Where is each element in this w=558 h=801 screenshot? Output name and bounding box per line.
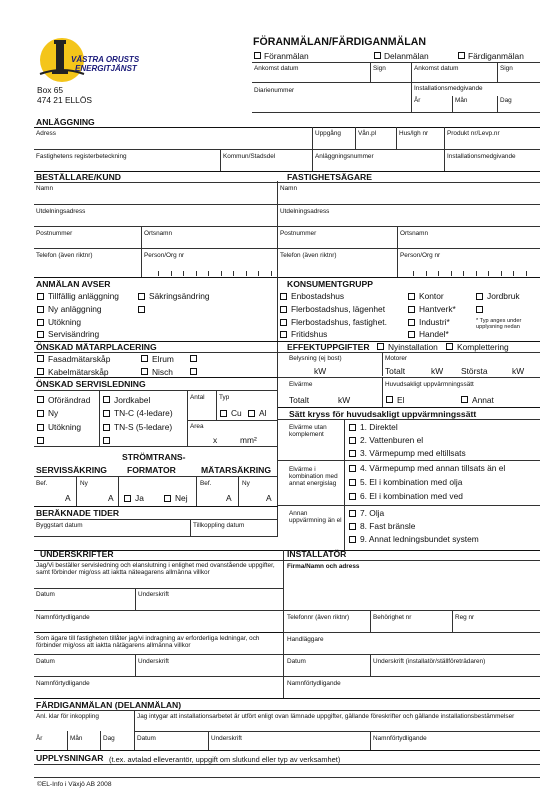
typ-label: Typ	[219, 394, 230, 401]
kund-personnr-tick	[246, 271, 247, 276]
hantverk-label: Hantverk*	[419, 304, 456, 314]
foranmalan-checkbox[interactable]	[254, 52, 261, 59]
anlaggningsnummer-field[interactable]: Anläggningsnummer	[315, 153, 374, 160]
uppv-option-6-label: 6. El i kombination med ved	[360, 491, 463, 501]
matarplacering-extra-2-checkbox[interactable]	[190, 368, 197, 375]
uppv-option-5-label: 5. El i kombination med olja	[360, 477, 463, 487]
komplettering-label: Komplettering	[457, 342, 509, 352]
industri-checkbox[interactable]	[408, 319, 415, 326]
elvarme-totalt-label: Totalt	[289, 395, 310, 405]
belysning-field[interactable]: Belysning (ej bost)	[289, 355, 342, 362]
servissakring-heading: SERVISSÄKRING	[36, 465, 107, 475]
belysning-kw-unit: kW	[314, 366, 327, 376]
agare-personnr-tick	[476, 271, 477, 276]
kabelmatarskap-label: Kabelmätarskåp	[48, 367, 109, 377]
stromtrans-heading-2: FORMATOR	[127, 465, 176, 475]
upplysningar-heading: UPPLYSNINGAR	[36, 753, 104, 763]
agare-telefon-field[interactable]: Telefon (även riktnr)	[280, 252, 337, 259]
fritidshus-label: Fritidshus	[291, 329, 328, 339]
utokning-label: Utökning	[48, 317, 82, 327]
nyinstallation-checkbox[interactable]	[377, 343, 384, 350]
husnr-field[interactable]: Hus/lgh nr	[399, 130, 429, 137]
motorer-label: Motorer	[385, 355, 408, 362]
dag-field[interactable]: Dag	[500, 97, 512, 104]
kund-personnr-tick	[158, 271, 159, 276]
uppv-group-3-label: Annan uppvärmning än el	[289, 510, 342, 524]
ankomst-datum-field-2[interactable]: Ankomst datum	[414, 65, 459, 72]
jordkabel-label: Jordkabel	[114, 395, 151, 405]
konsument-extra-checkbox[interactable]	[476, 306, 483, 313]
kund-personnr-tick	[233, 271, 234, 276]
kund-personnr-tick	[171, 271, 172, 276]
elrum-label: Elrum	[152, 354, 174, 364]
address-line2: 474 21 ELLÖS	[37, 95, 92, 105]
flerbostad-lgh-label: Flerbostadshus, lägenhet	[291, 304, 386, 314]
installator-namnfort-field[interactable]: Namnförtydligande	[287, 680, 341, 687]
matar-bef-a-unit: A	[226, 493, 232, 503]
behorighet-field[interactable]: Behörighet nr	[373, 614, 412, 621]
agare-personnr-tick	[426, 271, 427, 276]
handel-checkbox[interactable]	[408, 331, 415, 338]
fardiganmalan-label: Färdiganmälan	[468, 51, 524, 61]
uppvarmning-heading: Sätt kryss för huvudsakligt uppvärmningssätt	[289, 409, 477, 419]
uppv-option-4-checkbox[interactable]	[349, 465, 356, 472]
kund-personnr-tick	[196, 271, 197, 276]
address-line1: Box 65	[37, 85, 64, 95]
logo-text-line1: VÄSTRA ORUSTS	[71, 55, 140, 64]
delanmalan-checkbox[interactable]	[374, 52, 381, 59]
upplysningar-hint: (t.ex. avtalad elleverantör, uppgift om slutkund eller typ av verksamhet)	[109, 755, 341, 764]
uppv-option-7-label: 7. Olja	[360, 508, 385, 518]
fastighetsagare-heading: FASTIGHETSÄGARE	[287, 172, 372, 182]
fardiganmalan-checkbox[interactable]	[458, 52, 465, 59]
uppv-option-8-label: 8. Fast bränsle	[360, 521, 416, 531]
agare-utdelningsadress-field[interactable]: Utdelningsadress	[280, 208, 330, 215]
matarsakring-heading: MÄTARSÄKRING	[201, 465, 272, 475]
servis-ny-label: Ny	[80, 480, 88, 487]
uppv-option-3-checkbox[interactable]	[349, 450, 356, 457]
fardig-dag-field[interactable]: Dag	[103, 735, 115, 742]
uppgang-field[interactable]: Uppgång	[315, 130, 341, 137]
anl-klar-label: Anl. klar för inkoppling	[36, 713, 99, 720]
uppv-option-5-checkbox[interactable]	[349, 479, 356, 486]
adress-field[interactable]: Adress	[36, 130, 56, 137]
anlaggning-heading: ANLÄGGNING	[36, 117, 95, 127]
anmalan-extra-checkbox[interactable]	[138, 306, 145, 313]
al-label: Al	[259, 408, 267, 418]
sign1-namnfort-field[interactable]: Namnförtydligande	[36, 614, 90, 621]
uppv-option-3-label: 3. Värmepump med eltillsats	[360, 448, 466, 458]
kund-personnr-tick	[271, 271, 272, 276]
fardig-intygar-text: Jag intygar att installationsarbetet är utfört enligt ovan lämnade uppgifter, gällande föreskrifter och gällande installationsbestämmelser	[137, 713, 515, 720]
konsument-note: * Typ anges under upplysning nedan	[476, 318, 522, 331]
fardig-datum-field[interactable]: Datum	[137, 735, 156, 742]
installator-underskrift-field[interactable]: Underskrift (installatör/ställföreträdaren)	[373, 658, 486, 665]
cu-checkbox[interactable]	[220, 410, 227, 417]
installator-firma-field[interactable]: Firma/Namn och adress	[287, 563, 360, 570]
uppv-option-2-label: 2. Vattenburen el	[360, 435, 424, 445]
kund-telefon-field[interactable]: Telefon (även riktnr)	[36, 252, 93, 259]
area-x-separator: x	[213, 435, 218, 445]
uppv-option-6-checkbox[interactable]	[349, 493, 356, 500]
komplettering-checkbox[interactable]	[446, 343, 453, 350]
fasadmatarskap-checkbox[interactable]	[37, 355, 44, 362]
ny-anlaggning-label: Ny anläggning	[48, 304, 102, 314]
kund-ortsnamn-field[interactable]: Ortsnamn	[144, 230, 173, 237]
utokning-servis-checkbox[interactable]	[37, 424, 44, 431]
ny-servis-checkbox[interactable]	[37, 410, 44, 417]
motorer-totalt-kw-unit: kW	[431, 366, 444, 376]
agare-ortsnamn-field[interactable]: Ortsnamn	[400, 230, 429, 237]
anmalan-avser-heading: ANMÄLAN AVSER	[36, 279, 111, 289]
servisandring-label: Servisändring	[48, 329, 100, 339]
ny-anlaggning-checkbox[interactable]	[37, 306, 44, 313]
handlaggare-field[interactable]: Handläggare	[287, 636, 324, 643]
huvud-el-checkbox[interactable]	[386, 396, 393, 403]
stromtrans-ja-checkbox[interactable]	[124, 495, 131, 502]
effektuppgifter-heading: EFFEKTUPPGIFTER	[287, 342, 370, 352]
installator-heading: INSTALLATÖR	[287, 549, 347, 559]
underskrifter-heading: UNDERSKRIFTER	[40, 549, 114, 559]
stromtrans-nej-checkbox[interactable]	[164, 495, 171, 502]
logo-text-line2: ENERGITJÄNST	[75, 64, 137, 73]
uppv-option-9-checkbox[interactable]	[349, 536, 356, 543]
nisch-label: Nisch	[152, 367, 173, 377]
area-mm2-unit: mm²	[240, 435, 257, 445]
sign2-datum-field[interactable]: Datum	[36, 658, 55, 665]
flerbostad-fast-label: Flerbostadshus, fastighet.	[291, 317, 387, 327]
uppv-group-1-label: Elvärme utan komplement	[289, 424, 327, 438]
uppv-option-7-checkbox[interactable]	[349, 510, 356, 517]
uppv-option-8-checkbox[interactable]	[349, 523, 356, 530]
area-field[interactable]: Area	[190, 423, 204, 430]
installator-datum-field[interactable]: Datum	[287, 658, 306, 665]
tnc-label: TN-C (4-ledare)	[114, 408, 173, 418]
enbostadshus-checkbox[interactable]	[280, 293, 287, 300]
matarplacering-heading: ÖNSKAD MÄTARPLACERING	[36, 342, 157, 352]
uppv-option-4-label: 4. Värmepump med annan tillsats än el	[360, 463, 506, 473]
fritidshus-checkbox[interactable]	[280, 331, 287, 338]
agare-personnr-tick	[513, 271, 514, 276]
fardig-man-field[interactable]: Mån	[70, 735, 83, 742]
oforandrad-checkbox[interactable]	[37, 396, 44, 403]
flerbostad-lgh-checkbox[interactable]	[280, 306, 287, 313]
fardig-namnfort-field[interactable]: Namnförtydligande	[373, 735, 427, 742]
agare-personnr-field[interactable]: Person/Org nr	[400, 252, 441, 259]
matar-ny-a-unit: A	[266, 493, 272, 503]
huvud-annat-label: Annat	[472, 395, 494, 405]
kommun-field[interactable]: Kommun/Stadsdel	[223, 153, 276, 160]
delanmalan-label: Delanmälan	[384, 51, 429, 61]
hantverk-checkbox[interactable]	[408, 306, 415, 313]
jordbruk-label: Jordbruk	[487, 291, 520, 301]
ankomst-datum-field-1[interactable]: Ankomst datum	[254, 65, 299, 72]
uppv-group-2-label: Elvärme i kombination med annat energislag	[289, 466, 338, 487]
cu-label: Cu	[231, 408, 242, 418]
utokning-servis-label: Utökning	[48, 422, 82, 432]
servisandring-checkbox[interactable]	[37, 331, 44, 338]
elvarme-field[interactable]: Elvärme	[289, 381, 313, 388]
handel-label: Handel*	[419, 329, 449, 339]
tillkoppling-field[interactable]: Tillkoppling datum	[193, 522, 245, 529]
motorer-storsta-label: Största	[461, 366, 488, 376]
kund-personnr-tick	[221, 271, 222, 276]
antal-field[interactable]: Antal	[190, 394, 205, 401]
agare-personnr-tick	[501, 271, 502, 276]
fastighetsbeteckning-field[interactable]: Fastighetens registerbeteckning	[36, 153, 127, 160]
fardiganmalan-heading: FÄRDIGANMÄLAN (DELANMÄLAN)	[36, 700, 182, 710]
sign-field-1[interactable]: Sign	[373, 65, 386, 72]
byggstart-field[interactable]: Byggstart datum	[36, 522, 83, 529]
jordkabel-checkbox[interactable]	[103, 396, 110, 403]
vanpl-field[interactable]: Vån.pl	[358, 130, 377, 137]
stromtrans-heading-1: STRÖMTRANS-	[122, 452, 186, 462]
tillfallig-label: Tillfällig anläggning	[48, 291, 119, 301]
elrum-checkbox[interactable]	[141, 355, 148, 362]
sign1-underskrift-field[interactable]: Underskrift	[138, 591, 169, 598]
al-checkbox[interactable]	[248, 410, 255, 417]
underskrift-text-1: Jag/Vi beställer servisledning och elanslutning i enlighet med ovanstående uppgifter, samt förbinder mig/oss att iaktta näteagarens allmänna villkor	[36, 562, 275, 576]
kabelmatarskap-checkbox[interactable]	[37, 368, 44, 375]
uppv-option-1-checkbox[interactable]	[349, 424, 356, 431]
ar-field[interactable]: År	[414, 97, 421, 104]
footer-copyright: ©EL-Info i Växjö AB 2008	[37, 781, 112, 788]
installator-telefon-field[interactable]: Telefonnr (även riktnr)	[287, 614, 350, 621]
tillfallig-checkbox[interactable]	[37, 293, 44, 300]
motorer-totalt-label: Totalt	[385, 366, 406, 376]
upplysningar-input[interactable]	[34, 764, 540, 777]
ny-servis-label: Ny	[48, 408, 59, 418]
sakringsandring-label: Säkringsändring	[149, 291, 210, 301]
oforandrad-label: Oförändrad	[48, 395, 91, 405]
kund-personnr-tick	[258, 271, 259, 276]
form-title: FÖRANMÄLAN/FÄRDIGANMÄLAN	[253, 36, 427, 48]
agare-namn-field[interactable]: Namn	[280, 185, 298, 192]
uppv-option-1-label: 1. Direktel	[360, 422, 398, 432]
kund-personnr-field[interactable]: Person/Org nr	[144, 252, 185, 259]
man-field[interactable]: Mån	[455, 97, 468, 104]
servis-ny-a-unit: A	[108, 493, 114, 503]
tns-checkbox[interactable]	[103, 424, 110, 431]
tns-label: TN-S (5-ledare)	[114, 422, 173, 432]
huvud-el-label: El	[397, 395, 405, 405]
fasadmatarskap-label: Fasadmätarskåp	[48, 354, 111, 364]
sakringsandring-checkbox[interactable]	[138, 293, 145, 300]
diarienummer-field[interactable]: Diarienummer	[254, 87, 295, 94]
kund-namn-field[interactable]: Namn	[36, 185, 54, 192]
enbostadshus-label: Enbostadshus	[291, 291, 345, 301]
stromtrans-ja-label: Ja	[135, 493, 144, 503]
agare-personnr-tick	[463, 271, 464, 276]
installationsmedgivande-label: Installationsmedgivande	[414, 85, 483, 92]
jordbruk-checkbox[interactable]	[476, 293, 483, 300]
matarplacering-extra-1-checkbox[interactable]	[190, 355, 197, 362]
kontor-label: Kontor	[419, 291, 444, 301]
matar-bef-label: Bef.	[200, 480, 212, 487]
servisledning-heading: ÖNSKAD SERVISLEDNING	[36, 379, 146, 389]
regnr-field[interactable]: Reg nr	[455, 614, 475, 621]
berakade-tider-heading: BERÄKNADE TIDER	[36, 508, 120, 518]
flerbostad-fast-checkbox[interactable]	[280, 319, 287, 326]
bestallare-heading: BESTÄLLARE/KUND	[36, 172, 121, 182]
servis-extra-2-checkbox[interactable]	[103, 437, 110, 444]
utokning-checkbox[interactable]	[37, 319, 44, 326]
motorer-storsta-kw-unit: kW	[512, 366, 525, 376]
stromtrans-nej-label: Nej	[175, 493, 188, 503]
tnc-checkbox[interactable]	[103, 410, 110, 417]
nyinstallation-label: Nyinstallation	[388, 342, 438, 352]
matar-ny-label: Ny	[242, 480, 250, 487]
sign2-namnfort-field[interactable]: Namnförtydligande	[36, 680, 90, 687]
produktnr-field[interactable]: Produkt nr/Levp.nr	[447, 130, 500, 137]
kund-personnr-tick	[183, 271, 184, 276]
fardig-underskrift-field[interactable]: Underskrift	[211, 735, 242, 742]
foranmalan-label: Föranmälan	[264, 51, 309, 61]
huvud-annat-checkbox[interactable]	[461, 396, 468, 403]
sign-field-2[interactable]: Sign	[500, 65, 513, 72]
sign1-datum-field[interactable]: Datum	[36, 591, 55, 598]
agare-postnummer-field[interactable]: Postnummer	[280, 230, 317, 237]
nisch-checkbox[interactable]	[141, 368, 148, 375]
elvarme-kw-unit: kW	[338, 395, 351, 405]
agare-personnr-tick	[451, 271, 452, 276]
agare-personnr-tick	[488, 271, 489, 276]
kund-utdelningsadress-field[interactable]: Utdelningsadress	[36, 208, 86, 215]
installationsmedgivande-field[interactable]: Installationsmedgivande	[447, 153, 516, 160]
agare-personnr-tick	[438, 271, 439, 276]
agare-personnr-tick	[413, 271, 414, 276]
underskrift-text-2: Som ägare till fastigheten tillåter jag/vi indragning av erforderliga ledningar, och förbinder mig/oss att iaktta nätägarens allmänna villkor	[36, 635, 260, 649]
servis-extra-1-checkbox[interactable]	[37, 437, 44, 444]
fardig-ar-field[interactable]: År	[36, 735, 43, 742]
konsumentgrupp-heading: KONSUMENTGRUPP	[287, 279, 373, 289]
sign2-underskrift-field[interactable]: Underskrift	[138, 658, 169, 665]
uppv-option-2-checkbox[interactable]	[349, 437, 356, 444]
industri-label: Industri*	[419, 317, 450, 327]
kund-postnummer-field[interactable]: Postnummer	[36, 230, 73, 237]
huvudsakligt-label: Huvudsakligt uppvärmningssätt	[385, 381, 474, 388]
agare-personnr-tick	[526, 271, 527, 276]
kund-personnr-tick	[208, 271, 209, 276]
servis-bef-label: Bef.	[36, 480, 48, 487]
uppv-option-9-label: 9. Annat ledningsbundet system	[360, 534, 479, 544]
kontor-checkbox[interactable]	[408, 293, 415, 300]
servis-bef-a-unit: A	[65, 493, 71, 503]
